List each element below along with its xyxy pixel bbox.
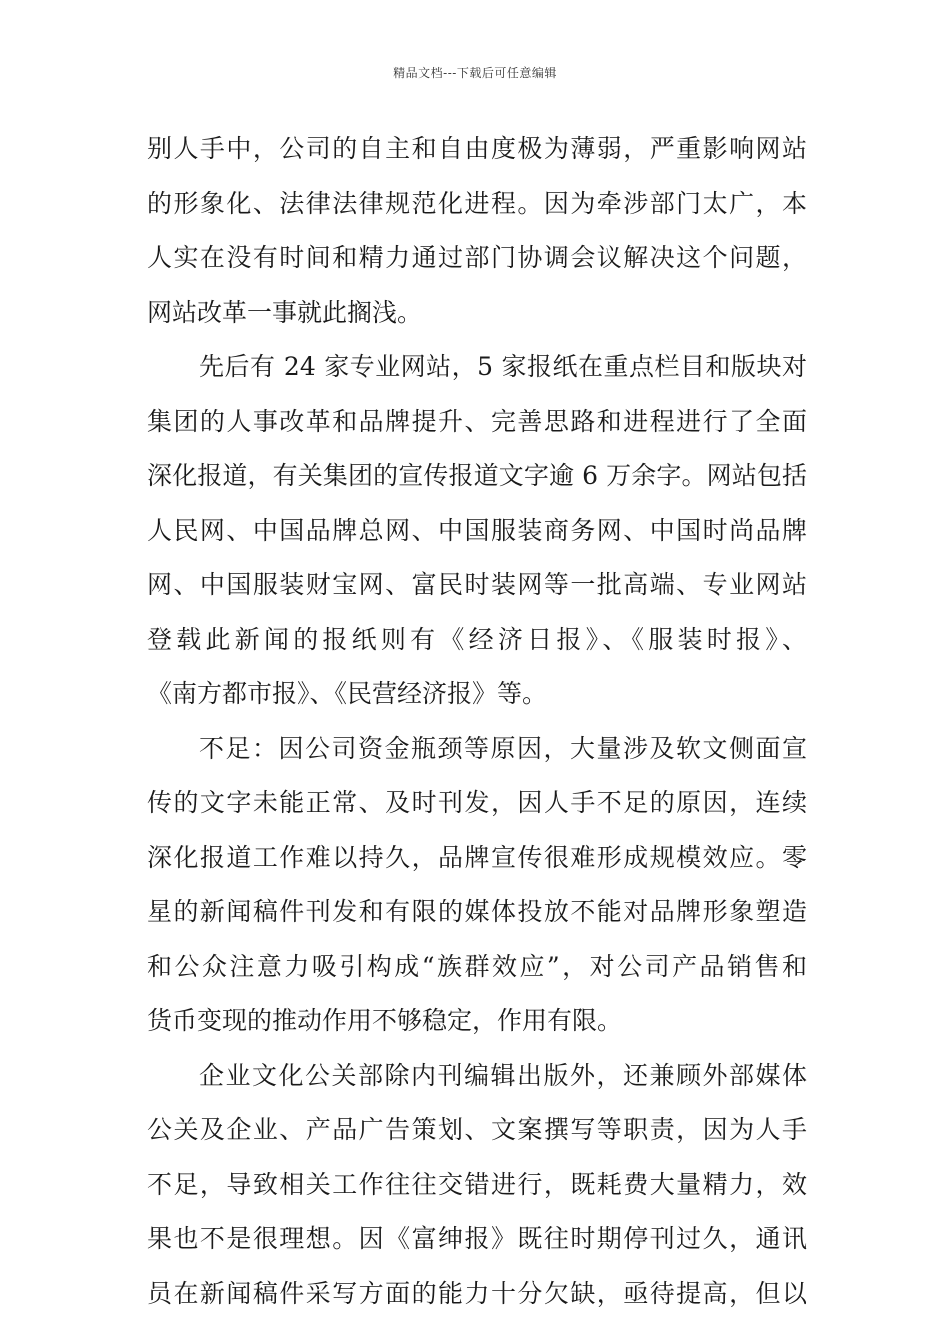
text-line: 的形象化、法律法律规范化进程。因为牵涉部门太广，本 <box>147 188 807 218</box>
document-body <box>147 122 807 1321</box>
text-line: 不足：因公司资金瓶颈等原因，大量涉及软文侧面宣 <box>199 733 807 763</box>
text-line: 《南方都市报》、《民营经济报》等。 <box>147 679 548 708</box>
text-line: 员在新闻稿件采写方面的能力十分欠缺，亟待提高，但以 <box>147 1278 807 1308</box>
paragraph-1 <box>147 122 807 340</box>
text-line: 登载此新闻的报纸则有《经济日报》、《服装时报》、 <box>147 624 807 654</box>
text-line: 货币变现的推动作用不够稳定，作用有限。 <box>147 1006 623 1035</box>
text-line: 公关及企业、产品广告策划、文案撰写等职责，因为人手 <box>147 1115 807 1144</box>
text-line: 网站改革一事就此搁浅。 <box>147 297 423 327</box>
text-line: 星的新闻稿件刊发和有限的媒体投放不能对品牌形象塑造 <box>147 897 807 926</box>
text-line: 不足，导致相关工作往往交错进行，既耗费大量精力，效 <box>147 1169 807 1199</box>
text-line: 传的文字未能正常、及时刊发，因人手不足的原因，连续 <box>147 788 807 817</box>
text-line: 网、中国服装财宝网、富民时装网等一批高端、专业网站 <box>147 570 807 599</box>
text-line: 深化报道，有关集团的宣传报道文字逾 6 万余字。网站包括 <box>147 461 807 490</box>
paragraph-3 <box>147 722 807 1049</box>
text-line: 人实在没有时间和精力通过部门协调会议解决这个问题， <box>147 243 807 272</box>
text-line: 和公众注意力吸引构成“族群效应”，对公司产品销售和 <box>147 951 807 981</box>
text-line: 先后有 24 家专业网站，5 家报纸在重点栏目和版块对 <box>199 352 807 381</box>
paragraph-2 <box>147 340 807 722</box>
page-header: 精品文档---下载后可任意编辑 <box>393 66 557 80</box>
text-line: 集团的人事改革和品牌提升、完善思路和进程进行了全面 <box>147 406 807 436</box>
paragraph-4 <box>147 1049 807 1322</box>
text-line: 企业文化公关部除内刊编辑出版外，还兼顾外部媒体 <box>199 1060 807 1090</box>
text-line: 果也不是很理想。因《富绅报》既往时期停刊过久，通讯 <box>147 1224 807 1253</box>
text-line: 别人手中，公司的自主和自由度极为薄弱，严重影响网站 <box>147 134 807 163</box>
text-line: 人民网、中国品牌总网、中国服装商务网、中国时尚品牌 <box>147 515 807 545</box>
text-line: 深化报道工作难以持久，品牌宣传很难形成规模效应。零 <box>147 842 807 872</box>
